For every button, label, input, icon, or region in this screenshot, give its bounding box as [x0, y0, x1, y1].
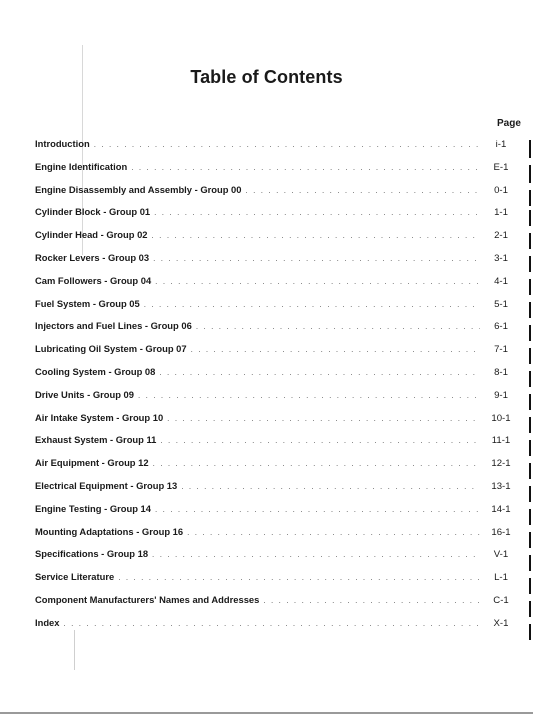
page-edge-mark — [529, 348, 531, 364]
toc-entry-page: 13-1 — [491, 480, 511, 492]
page-edge-mark — [529, 394, 531, 410]
toc-entry-label: Specifications - Group 18 — [35, 548, 149, 560]
toc-entry — [35, 526, 518, 549]
toc-entry — [35, 229, 518, 252]
toc-entry-label: Component Manufacturers' Names and Addresses — [35, 593, 260, 605]
dot-leader — [118, 573, 480, 582]
page-edge-mark — [529, 417, 531, 433]
dot-leader — [263, 596, 480, 605]
toc-entry-page: 14-1 — [491, 503, 511, 515]
dot-leader — [94, 140, 480, 149]
toc-entry-page: 5-1 — [494, 298, 508, 310]
toc-entry-label: Cooling System - Group 08 — [35, 365, 156, 377]
toc-entry-page: C-1 — [493, 594, 509, 606]
toc-entry — [35, 617, 518, 640]
toc-entry-page: 0-1 — [494, 184, 508, 196]
toc-entry-label: Engine Disassembly and Assembly - Group 00 — [35, 183, 242, 195]
toc-entry-label: Index — [35, 616, 60, 628]
page-edge-mark — [529, 279, 531, 295]
toc-entry-label: Mounting Adaptations - Group 16 — [35, 525, 184, 537]
page-edge-mark — [529, 190, 531, 206]
page-edge-mark — [529, 440, 531, 456]
dot-leader — [246, 186, 481, 195]
toc-entry — [35, 206, 518, 229]
toc-entry-page: 12-1 — [491, 458, 511, 470]
toc-entry-label: Cam Followers - Group 04 — [35, 274, 152, 286]
toc-entry-page: 8-1 — [494, 366, 508, 378]
toc-entry — [35, 503, 518, 526]
toc-entry — [35, 320, 518, 343]
toc-entry — [35, 389, 518, 412]
page-edge-mark — [529, 463, 531, 479]
toc-entry — [35, 480, 518, 503]
toc-entry-label: Electrical Equipment - Group 13 — [35, 479, 178, 491]
toc-entry-page: 2-1 — [494, 230, 508, 242]
page-edge-mark — [529, 165, 531, 183]
page-edge-mark — [529, 256, 531, 272]
dot-leader — [167, 414, 480, 423]
dot-leader — [160, 436, 480, 445]
toc-entry-page: L-1 — [494, 572, 508, 584]
toc-entry — [35, 434, 518, 457]
toc-entry — [35, 366, 518, 389]
toc-entry-label: Exhaust System - Group 11 — [35, 434, 157, 446]
toc-entry-page: 9-1 — [494, 389, 508, 401]
toc-entry-page: 16-1 — [491, 526, 511, 538]
toc-entry — [35, 275, 518, 298]
page-edge-mark — [529, 371, 531, 387]
page-edge-mark — [529, 302, 531, 318]
toc-entry-page: i-1 — [495, 139, 507, 150]
page-edge-mark — [529, 210, 531, 226]
toc-entry-label: Engine Identification — [35, 160, 128, 172]
dot-leader — [153, 254, 480, 263]
toc-entry-label: Service Literature — [35, 571, 115, 583]
dot-leader — [138, 391, 480, 400]
toc-entry-label: Fuel System - Group 05 — [35, 297, 140, 309]
toc-entry-page: 3-1 — [494, 252, 508, 264]
dot-leader — [187, 528, 480, 537]
page-edge-mark — [529, 140, 531, 158]
toc-entry-label: Injectors and Fuel Lines - Group 06 — [35, 320, 192, 332]
table-of-contents — [35, 138, 518, 640]
toc-entry — [35, 594, 518, 617]
toc-entry-page: 6-1 — [494, 321, 508, 333]
toc-entry-label: Rocker Levers - Group 03 — [35, 251, 150, 263]
toc-entry-page: V-1 — [493, 549, 509, 561]
toc-entry-page: 10-1 — [491, 412, 511, 424]
page-title: Table of Contents — [190, 67, 343, 87]
page-edge-mark — [529, 325, 531, 341]
page-column-header: Page — [497, 118, 521, 129]
page-edge-mark — [529, 624, 531, 640]
dot-leader — [155, 277, 480, 286]
dot-leader — [152, 231, 480, 240]
dot-leader — [191, 345, 480, 354]
dot-leader — [196, 322, 480, 331]
page-edge-mark — [529, 555, 531, 571]
toc-entry — [35, 412, 518, 435]
dot-leader — [152, 550, 480, 559]
toc-entry — [35, 184, 518, 207]
toc-entry-label: Introduction — [35, 138, 90, 149]
dot-leader — [131, 163, 480, 172]
page-edge-mark — [529, 532, 531, 548]
toc-entry-label: Drive Units - Group 09 — [35, 388, 134, 400]
page-edge-mark — [529, 509, 531, 525]
page-edge-mark — [529, 601, 531, 617]
page-edge-mark — [529, 233, 531, 249]
toc-entry-page: 7-1 — [494, 344, 508, 356]
toc-entry-page: X-1 — [493, 617, 509, 629]
toc-entry-label: Lubricating Oil System - Group 07 — [35, 343, 187, 355]
toc-entry-page: 1-1 — [494, 207, 508, 219]
page-edge-mark — [529, 578, 531, 594]
dot-leader — [159, 368, 480, 377]
toc-entry-label: Cylinder Head - Group 02 — [35, 229, 148, 241]
toc-entry — [35, 457, 518, 480]
toc-entry-label: Cylinder Block - Group 01 — [35, 206, 151, 218]
toc-entry-page: E-1 — [493, 161, 509, 173]
dot-leader — [181, 482, 480, 491]
dot-leader — [154, 208, 480, 217]
toc-entry — [35, 298, 518, 321]
toc-entry — [35, 252, 518, 275]
toc-entry — [35, 548, 518, 571]
toc-entry-page: 4-1 — [494, 275, 508, 287]
toc-entry-label: Engine Testing - Group 14 — [35, 502, 151, 514]
page-bottom-edge — [0, 712, 533, 714]
page-edge-mark — [529, 486, 531, 502]
toc-entry-label: Air Equipment - Group 12 — [35, 457, 149, 469]
toc-entry — [35, 571, 518, 594]
toc-entry — [35, 138, 518, 161]
dot-leader — [153, 459, 480, 468]
dot-leader — [64, 619, 481, 628]
toc-entry-page: 11-1 — [491, 435, 511, 447]
toc-entry-label: Air Intake System - Group 10 — [35, 411, 164, 423]
toc-entry — [35, 343, 518, 366]
dot-leader — [155, 505, 480, 514]
toc-entry — [35, 161, 518, 184]
dot-leader — [144, 300, 480, 309]
